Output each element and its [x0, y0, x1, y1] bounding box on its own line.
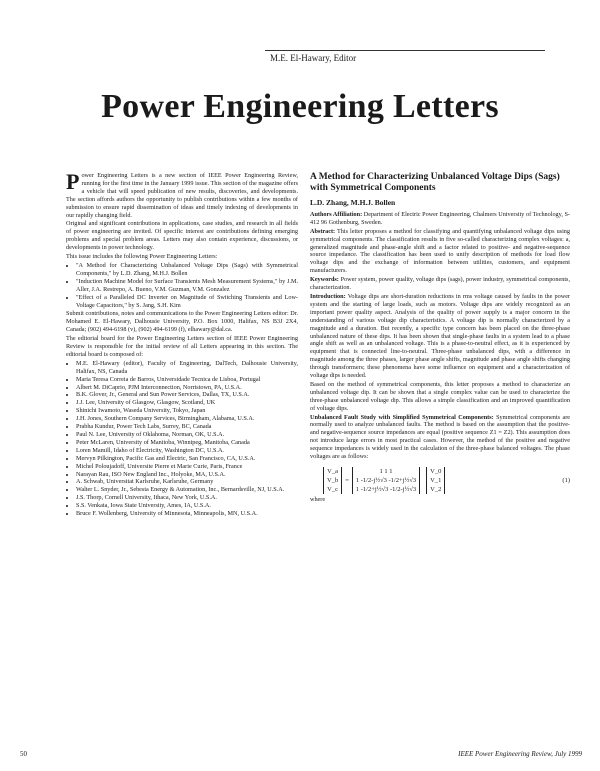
paragraph-2: Original and significant contributions in applications, case studies, and research in all fields of power engineering are invited. Of specific interest are contributions defining emerging problems and special problem areas. Letters may also contain experience, discussions, or developments in power technology. [66, 220, 298, 252]
journal-footer: IEEE Power Engineering Review, July 1999 [458, 750, 582, 758]
paragraph-method: Based on the method of symmetrical components, this letter proposes a method to characterize an unbalanced voltage dip. It can be shown that a single complex value can be used to characterize the three-phase unbalanced voltage dip. This allows a simple classification and an improved quantification of voltage dips. [310, 380, 570, 412]
editor-line: M.E. El-Hawary, Editor [270, 53, 357, 63]
list-item: • Paul N. Lee, University of Oklahoma, Norman, OK, U.S.A. [76, 431, 298, 439]
intro-paragraph: Power Engineering Letters is a new section of IEEE Power Engineering Review, running for the first time in the January 1999 issue. This section of the magazine offers a vehicle that will speed publication of new results, discoveries, and developments. The section affords authors the opportunity to publish contributions within a few months of submission to ensure rapid dissemination of ideas and timely indexing of developments in our rapidly changing field. [66, 169, 298, 219]
where-label: where [310, 496, 326, 503]
list-item: • Loren Mamill, Idaho of Electricity, Washington DC, U.S.A. [76, 447, 298, 455]
drop-cap: P [66, 169, 80, 194]
issue-list [66, 262, 298, 309]
page-number: 50 [20, 750, 27, 758]
equation-number: (1) [562, 476, 570, 484]
list-item: • Peter McLaren, University of Manitoba, Winnipeg, Manitoba, Canada [76, 439, 298, 447]
page-title: Power Engineering Letters [101, 88, 499, 125]
fault-study: Unbalanced Fault Study with Simplified Symmetrical Components: Symmetrical components are normally used to analyze unbalanced faults. The method is based on the assumption that the positive- and negative-sequence source impedances are equal (positive sequence Z1 = Z2). This assumption does not introduce large errors in most practical cases. However, the method of the positive and negative sequence impedances is widely used in the calculation of the three-phase balanced voltages. The phase voltages are as follows: [310, 413, 571, 461]
article-title: A Method for Characterizing Unbalanced Voltage Dips (Sags) with Symmetrical Components [310, 172, 560, 193]
abstract: Abstract: This letter proposes a method for classifying and quantifying unbalanced voltage dips using symmetrical components. The classification results in five so-called characterizing complex voltages: a, generalized magnitude and phase-angle shift and a factor related to positive- and negative-sequence source impedance. The classification has been used to unify description of methods for load flow voltage dips and the exchange of information between utilities, customers, and equipment manufacturers. [310, 227, 570, 275]
paragraph-4: Submit contributions, notes and communications to the Power Engineering Letters editor: Dr. Mohamed E. El-Hawary, Dalhousie University, P.O. Box 1000, Halifax, NS B3J 2X4, Canada; (902) 494-6198 (v), (902) 494-6199 (f), elhawary@dal.ca. [66, 310, 298, 334]
list-item: • M.E. El-Hawary (editor), Faculty of Engineering, DalTech, Dalhousie University, Halifax, NS, Canada [76, 360, 298, 376]
list-item: • Albert M. DiCaprio, PJM Interconnection, Norristown, PA, U.S.A. [76, 384, 298, 392]
list-item: • Maria Teresa Correia de Barros, Universidade Tecnica de Lisboa, Portugal [76, 376, 298, 384]
list-item: • Shinichi Iwamoto, Waseda University, Tokyo, Japan [76, 407, 298, 415]
list-item: • "A Method for Characterizing Unbalanced Voltage Dips (Sags) with Symmetrical Components," by L.D. Zhang, M.H.J. Bollen [76, 262, 298, 278]
list-item: • A. Schwab, Universitat Karlsruhe, Karlsruhe, Germany [76, 478, 298, 486]
keywords: Keywords: Power system, power quality, voltage dips (sags), power industry, symmetrical components, characterization. [310, 276, 571, 292]
list-item: • B.K. Glover, Jr., General and Sun Power Services, Dallas, TX, U.S.A. [76, 391, 298, 399]
matrix-rhs: V_0 V_1 V_2 [426, 467, 445, 494]
list-item: • Walter L. Snyder, Jr., Sebesta Energy & Automation, Inc., Bernardsville, NJ, U.S.A. [76, 486, 298, 494]
matrix-lhs: V_a V_b V_c [323, 467, 342, 494]
paragraph-3: This issue includes the following Power Engineering Letters: [66, 253, 218, 261]
paragraph-5: The editorial board for the Power Engineering Letters section of IEEE Power Engineering Review is responsible for the initial review of all Letters appearing in this section. The editorial board is composed of: [66, 335, 298, 358]
right-column [310, 172, 570, 505]
list-item: • Prabha Kundur, Power Tech Labs, Surrey, BC, Canada [76, 423, 298, 431]
list-item: • Bruce F. Wollenberg, University of Minnesota, Minneapolis, MN, U.S.A. [76, 510, 298, 518]
board-list [66, 360, 298, 518]
introduction: Introduction: Voltage dips are short-duration reductions in rms voltage caused by faults in the power system and the starting of large loads, such as motors. Voltage dips are widely recognized as an important power quality aspect. Analysis of the quality of power supply is a major concern in the understanding of various voltage dip characteristics. A voltage dip is normally characterized by a magnitude and a duration. But recently, a specific type concern has been placed on the three-phase unbalanced nature of these dips. It has been shown that single-phase faults in a system lead to a phase angle shift as well as an unbalanced voltage. This is a phase-to-neutral effect, as it is experienced by equipment that is connected line-to-neutral. Three-phase unbalanced dips, with a difference in magnitude among the three phases, larger phase angle shifts, magnitude and phase angle shifts changing through transformers; these phenomena have some influence on equipment and a characterization of voltage dips is needed. [310, 292, 570, 380]
list-item: • Michel Poloujadoff, Universite Pierre et Marie Curie, Paris, France [76, 463, 298, 471]
affiliation: Authors Affiliation: Department of Electric Power Engineering, Chalmers University of Technology, S-412 96 Gothenburg, Sweden. [310, 210, 570, 226]
article-authors: L.D. Zhang, M.H.J. Bollen [310, 198, 396, 207]
matrix-equation: V_a V_b V_c = 1 1 1 1 -1/2-j½√3 -1/2+j½√3 1 -1/2+j½√3 -1/2-j½√3 V_0 V_1 V_2 (1) [320, 467, 570, 494]
left-column [66, 169, 298, 519]
list-item: • J.H. Jones, Southern Company Services, Birmingham, Alabama, U.S.A. [76, 415, 298, 423]
header-rule [265, 50, 545, 51]
list-item: • "Induction Machine Model for Surface Transients Mesh Measurement Systems," by J.M. Aller, J.A. Restrepo, A. Bueno, V.M. Guzman, V.M. Gonzalez [76, 278, 298, 294]
list-item: • J.J. Lee, University of Glasgow, Glasgow, Scotland, UK [76, 399, 298, 407]
list-item: • Narayan Rau, ISO New England Inc., Holyoke, MA, U.S.A. [76, 471, 298, 479]
list-item: • "Effect of a Paralleled DC Inverter on Magnitude of Switching Transients and Low-Voltage Capacitors," by S. Jang, S.H. Kim [76, 294, 298, 310]
list-item: • J.S. Thorp, Cornell University, Ithaca, New York, U.S.A. [76, 494, 298, 502]
matrix-coefficients: 1 1 1 1 -1/2-j½√3 -1/2+j½√3 1 -1/2+j½√3 -1/2-j½√3 [352, 467, 420, 494]
list-item: • S.S. Venkata, Iowa State University, Ames, IA, U.S.A. [76, 502, 298, 510]
list-item: • Mervyn Pilkington, Pacific Gas and Electric, San Francisco, CA, U.S.A. [76, 455, 298, 463]
